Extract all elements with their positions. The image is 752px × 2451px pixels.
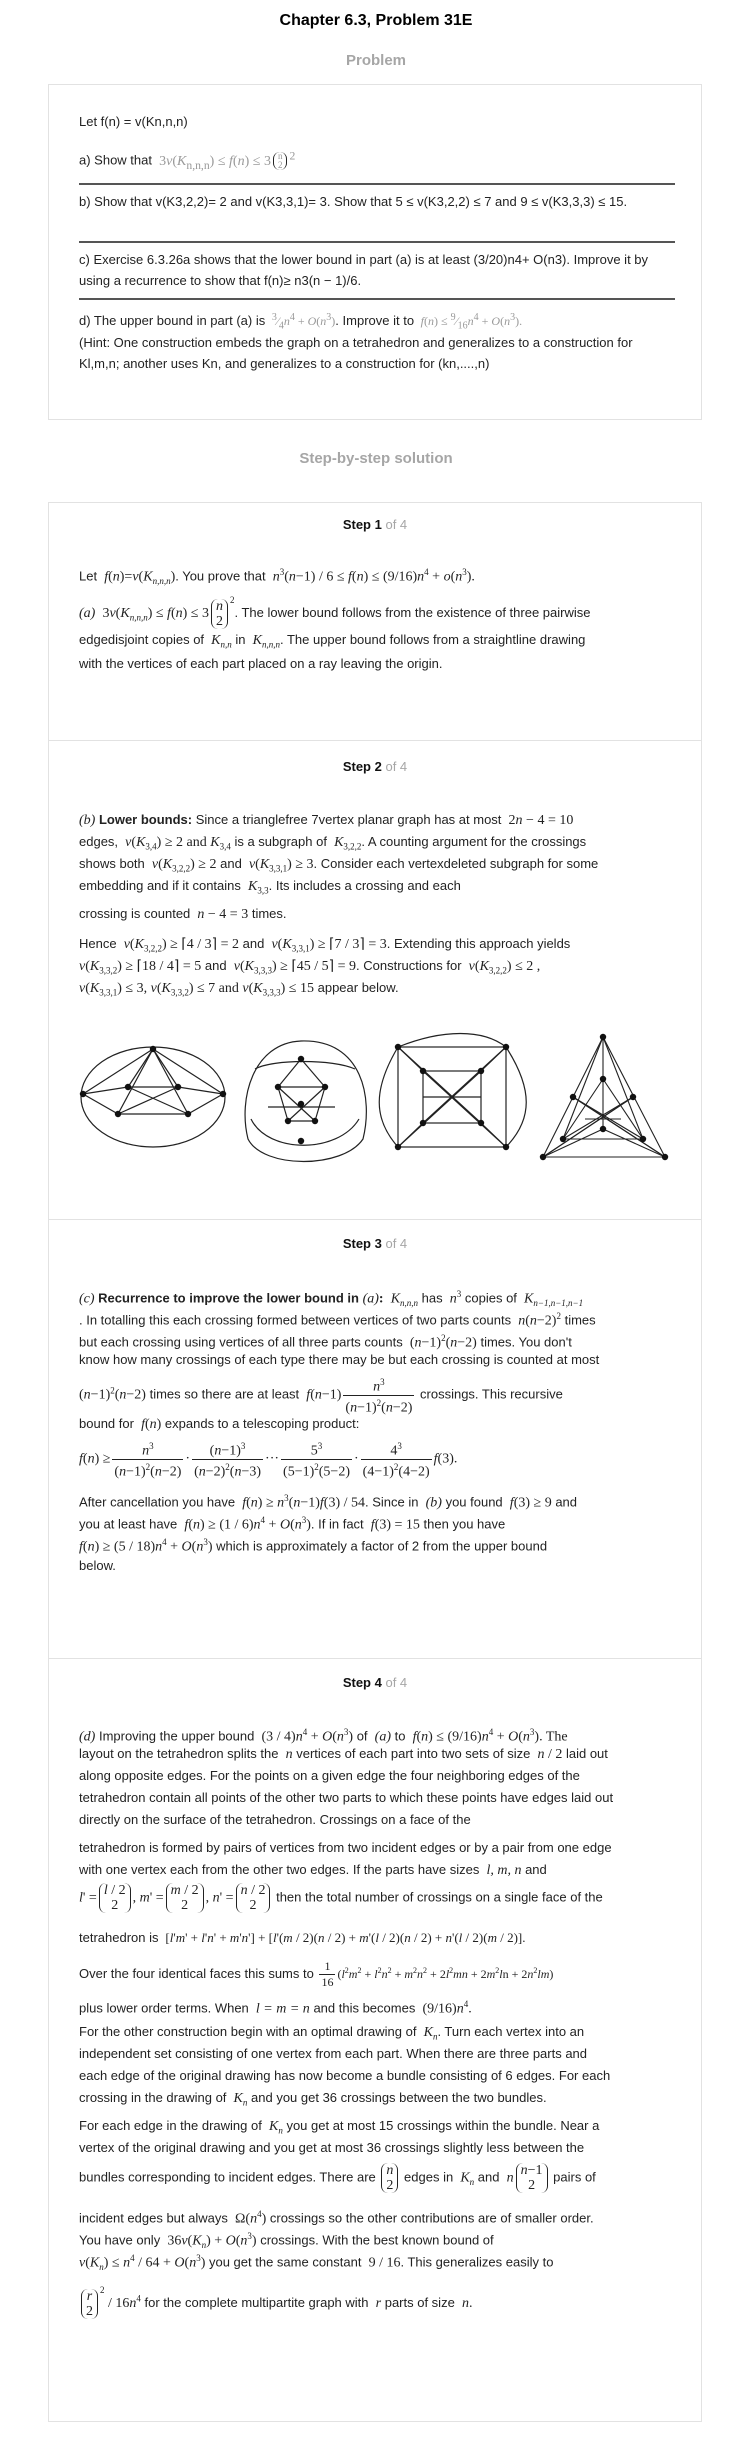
drawing-k331 bbox=[245, 1041, 366, 1162]
text: shows both bbox=[79, 856, 145, 871]
step-2-line: $v(K_{3,3,2})$ ≥ ⌈18 / 4⌉ = 5 and $v(K_{3,3,3})$ ≥ ⌈45 / 5⌉ = 9. Constructions for $v(K_{3,2,2}) \le 2$ , bbox=[79, 958, 541, 976]
text: times so there are at least bbox=[149, 1386, 300, 1402]
page-title: Chapter 6.3, Problem 31E bbox=[279, 12, 473, 29]
text: crossing is counted bbox=[79, 906, 191, 921]
step-3-line: (c) Recurrence to improve the lower bound in (a): $K_{n,n,n}$ has $n^3$ copies of $K_{n-1,n-1,n-1}$ bbox=[79, 1289, 584, 1308]
text: and this becomes bbox=[313, 2000, 416, 2016]
text: of bbox=[356, 1728, 368, 1744]
text: . In totalling this each crossing formed between vertices of two parts counts bbox=[79, 1312, 512, 1328]
problem-box bbox=[48, 84, 702, 420]
telescoping-product: f(n) ≥ $\frac{n^3}{(n-1)^2(n-2)}$ · $\frac{(n-1)^3}{(n-2)^2(n-3)}$ ··· $\frac{5^3}{(5-1)^2(5-2)}$ · $\frac{4^3}{(4-1)^2(4-2)}$ f(3). bbox=[79, 1441, 458, 1480]
text: plus lower order terms. When bbox=[79, 2000, 249, 2016]
graph-drawings bbox=[73, 1029, 677, 1169]
step-2-heading bbox=[49, 759, 701, 774]
step-3-line: below. bbox=[79, 1558, 116, 1573]
text: pairs of bbox=[553, 2169, 596, 2185]
text: is a subgraph of bbox=[234, 834, 327, 849]
step-2-line: Hence $v(K_{3,2,2})$ ≥ ⌈4 / 3⌉ = 2 and $v(K_{3,3,1})$ ≥ ⌈7 / 3⌉ = 3. Extending this approach yields bbox=[79, 936, 571, 954]
text: with one vertex each from the other two edges. If the parts have sizes bbox=[79, 1862, 480, 1877]
text: to bbox=[394, 1728, 406, 1744]
step-4-line: bundles corresponding to incident edges. There are n 2 edges in $K_n$ and n n−1 2 pairs of bbox=[79, 2163, 596, 2193]
drawing-k332 bbox=[379, 1034, 526, 1148]
text: and bbox=[477, 2169, 500, 2185]
step-1-line: Let $f(n)=v(K_{n,n,n})$. You prove that $n^3(n-1) / 6 \le f(n) \le (9/16)n^4 + o(n^3)$. bbox=[79, 567, 475, 586]
part-d-formula-2: $f(n) \le ^9⁄_{16}n^4 + O(n^3)$. bbox=[420, 312, 523, 332]
step-4-line: with one vertex each from the other two edges. If the parts have sizes l, m, n and bbox=[79, 1862, 547, 1878]
text: Improving the upper bound bbox=[98, 1728, 255, 1744]
step-label: Step 1 bbox=[342, 517, 382, 532]
text: edgedisjoint copies of bbox=[79, 632, 205, 647]
problem-part-a bbox=[79, 145, 675, 175]
step-of-total: of 4 bbox=[385, 1236, 408, 1251]
step-4-line: tetrahedron is [l'm' + l'n' + m'n'] + [l'(m / 2)(n / 2) + m'(l / 2)(n / 2) + n'(l / 2)(m / 2)]. bbox=[79, 1930, 526, 1945]
text: expands to a telescoping product: bbox=[164, 1416, 360, 1431]
text: then you have bbox=[423, 1516, 506, 1532]
text: layout on the tetrahedron splits the bbox=[79, 1746, 279, 1761]
text: bundles corresponding to incident edges. There are bbox=[79, 2169, 376, 2185]
text: you found bbox=[445, 1494, 503, 1510]
step-2-line: edges, $v(K_{3,4}) \ge 2$ and $K_{3,4}$ is a subgraph of $K_{3,2,2}$. A counting argument for the crossings bbox=[79, 834, 587, 852]
part-ref: (a) bbox=[362, 1291, 379, 1307]
text: times. bbox=[251, 906, 287, 921]
text: has bbox=[421, 1290, 443, 1306]
text: Hence bbox=[79, 936, 117, 951]
text: times bbox=[564, 1312, 596, 1328]
text: . Its includes a crossing and each bbox=[268, 878, 461, 893]
text: . Consider each vertexdeleted subgraph for some bbox=[313, 856, 599, 871]
part-a-formula: $3v(K_{n,n,n}) \le f(n) \le 3$ n 2 $^2$ bbox=[155, 149, 296, 172]
step-4-line: For the other construction begin with an optimal drawing of $K_n$. Turn each vertex into an bbox=[79, 2024, 585, 2042]
step-4-line: You have only $36v(K_n) + O(n^3)$ crossings. With the best known bound of bbox=[79, 2231, 494, 2250]
text: . The lower bound follows from the existence of three pairwise bbox=[234, 605, 591, 620]
text: . Constructions for bbox=[356, 958, 462, 973]
step-of-total: of 4 bbox=[385, 759, 408, 774]
step-2-line: embedding and if it contains $K_{3,3}$. Its includes a crossing and each bbox=[79, 878, 461, 896]
drawing-k331-vertices bbox=[275, 1056, 328, 1144]
step-3-line: you at least have $f(n) \ge (1 / 6)n^4 + O(n^3)$. If in fact f(3) = 15 then you have bbox=[79, 1515, 506, 1533]
text: crossing in the drawing of bbox=[79, 2090, 227, 2105]
text: for the complete multipartite graph with bbox=[144, 2295, 369, 2310]
part-d-formula-1: $^3⁄_4n^4 + O(n^3)$ bbox=[271, 312, 336, 332]
step-3-line: $f(n) \ge (5 / 18)n^4 + O(n^3)$ which is approximately a factor of 2 from the upper bound bbox=[79, 1537, 548, 1555]
text: crossings so the other contributions are of smaller order. bbox=[269, 2210, 594, 2226]
step-1-line: (a) $3v(K_{n,n,n}) \le f(n) \le 3$ n 2 $^2$. The lower bound follows from the existence of three pairwise bbox=[79, 595, 591, 629]
text: tetrahedron is bbox=[79, 1930, 159, 1945]
drawing-k333-vertices bbox=[540, 1034, 668, 1160]
step-4-line: incident edges but always $\Omega(n^4)$ crossings so the other contributions are of smaller order. bbox=[79, 2209, 594, 2227]
step-divider bbox=[49, 1219, 701, 1220]
step-4-line: each edge of the original drawing has now become a bundle consisting of 6 edges. For each bbox=[79, 2068, 611, 2083]
step-label: Step 2 bbox=[342, 759, 382, 774]
step-1-line: edgedisjoint copies of $K_{n,n}$ in $K_{n,n,n}$. The upper bound follows from a straightline drawing bbox=[79, 632, 586, 650]
step-3-heading bbox=[49, 1236, 701, 1251]
text: incident edges but always bbox=[79, 2210, 228, 2226]
math: f bbox=[100, 569, 109, 585]
step-divider bbox=[49, 740, 701, 741]
bold-title: Recurrence to improve the lower bound in bbox=[98, 1290, 359, 1306]
step-4-line: $v(K_n) \le n^4 / 64 + O(n^3)$ you get the same constant 9 / 16. This generalizes easily to bbox=[79, 2253, 554, 2272]
text: . If in fact bbox=[310, 1516, 364, 1532]
step-2-line: $v(K_{3,3,1}) \le 3$, $v(K_{3,3,2}) \le 7$ and $v(K_{3,3,3}) \le 15$ appear below. bbox=[79, 980, 399, 998]
text: parts of size bbox=[384, 2295, 455, 2310]
text: you get at most 15 crossings within the bundle. Near a bbox=[286, 2118, 600, 2133]
text: crossings. With the best known bound of bbox=[260, 2232, 494, 2248]
text: and bbox=[525, 1862, 547, 1877]
text: and you get 36 crossings between the two bundles. bbox=[251, 2090, 547, 2105]
text: You have only bbox=[79, 2232, 161, 2248]
text: crossings. This recursive bbox=[420, 1386, 563, 1402]
text: but each crossing using vertices of all three parts counts bbox=[79, 1334, 403, 1350]
step-4-line: l' = l / 2 2 , m' = m / 2 2 , n' = n / 2 2 then the total number of crossings on a single face of the bbox=[79, 1883, 603, 1913]
step-of-total: of 4 bbox=[385, 1675, 408, 1690]
text: For the other construction begin with an optimal drawing of bbox=[79, 2024, 417, 2039]
text: laid out bbox=[565, 1746, 608, 1761]
problem-heading: Problem bbox=[345, 52, 406, 69]
divider bbox=[79, 241, 675, 243]
step-1-line: with the vertices of each part placed on a ray leaving the origin. bbox=[79, 656, 443, 671]
text: and bbox=[555, 1494, 578, 1510]
problem-intro: Let f(n) = v(Kn,n,n) bbox=[79, 114, 188, 129]
text: . The upper bound follows from a straightline drawing bbox=[279, 632, 586, 647]
step-4-line: (d) Improving the upper bound $(3 / 4)n^4 + O(n^3)$ of (a) to $f(n) \le (9/16)n^4 + O(n^3)$. The bbox=[79, 1727, 568, 1745]
part-label: (c) bbox=[79, 1291, 95, 1307]
text: appear below. bbox=[317, 980, 399, 995]
part-d-label: d) The upper bound in part (a) is bbox=[79, 313, 266, 328]
text: you get the same constant bbox=[208, 2254, 362, 2270]
step-1-heading bbox=[49, 517, 701, 532]
step-2-line: crossing is counted n − 4 = 3 times. bbox=[79, 906, 287, 922]
text: . Extending this approach yields bbox=[386, 936, 571, 951]
step-4-line: tetrahedron is formed by pairs of vertices from two incident edges or by a pair from one edge bbox=[79, 1840, 612, 1855]
text: you at least have bbox=[79, 1516, 178, 1532]
text: Over the four identical faces this sums to bbox=[79, 1965, 314, 1981]
step-of-total: of 4 bbox=[385, 517, 408, 532]
step-4-line: independent set consisting of one vertex from each part. When there are three parts and bbox=[79, 2046, 588, 2061]
text: edges in bbox=[404, 2169, 454, 2185]
step-3-line: know how many crossings of each type there may be but each crossing is counted at most bbox=[79, 1352, 600, 1367]
text: . A counting argument for the crossings bbox=[361, 834, 587, 849]
text: edges, bbox=[79, 834, 119, 849]
text: After cancellation you have bbox=[79, 1494, 236, 1510]
divider bbox=[79, 298, 675, 300]
text: vertices of each part into two sets of size bbox=[296, 1746, 531, 1761]
text: bound for bbox=[79, 1416, 134, 1431]
step-label: Step 3 bbox=[342, 1236, 382, 1251]
step-4-line: r 2 $^2 / 16n^4$ for the complete multipartite graph with r parts of size n. bbox=[79, 2279, 673, 2319]
step-3-line: $(n-1)^2(n-2)$ times so there are at least f(n−1) $\frac{n^3}{(n-1)^2(n-2)}$ crossings. This recursive bbox=[79, 1377, 563, 1416]
step-4-line: Over the four identical faces this sums to $\frac{1}{16}$ $(l^2m^2 + l^2n^2 + m^2n^2 + 2l^2mn + 2m^2\ln + 2n^2lm)$ bbox=[79, 1959, 554, 1989]
step-4-line: plus lower order terms. When l = m = n and this becomes $(9/16)n^4$. bbox=[79, 1999, 472, 2017]
text: . You prove that bbox=[175, 568, 266, 584]
drawing-k322 bbox=[81, 1047, 225, 1147]
problem-hint: (Hint: One construction embeds the graph on a tetrahedron and generalizes to a construction for Kl,m,n; another uses Kn, and generalizes to a construction for (kn,....,n) bbox=[79, 335, 633, 371]
step-4-heading bbox=[49, 1675, 701, 1690]
text: embedding and if it contains bbox=[79, 878, 241, 893]
solution-box bbox=[48, 502, 702, 2422]
text: Let bbox=[79, 568, 98, 584]
text: in bbox=[235, 632, 246, 647]
step-4-line: crossing in the drawing of $K_n$ and you get 36 crossings between the two bundles. bbox=[79, 2090, 547, 2108]
text: . This generalizes easily to bbox=[400, 2254, 554, 2270]
step-4-line: For each edge in the drawing of $K_n$ you get at most 15 crossings within the bundle. Near a bbox=[79, 2118, 600, 2136]
bold-title: Lower bounds: bbox=[98, 812, 193, 827]
step-2-line: shows both $v(K_{3,2,2}) \ge 2$ and $v(K_{3,3,1}) \ge 3$. Consider each vertexdeleted subgraph for some bbox=[79, 856, 599, 874]
step-4-line: layout on the tetrahedron splits the n vertices of each part into two sets of size n / 2 laid out bbox=[79, 1746, 608, 1762]
step-4-line: directly on the surface of the tetrahedron. Crossings on a face of the bbox=[79, 1812, 471, 1827]
divider bbox=[79, 183, 675, 185]
step-2-line: (b) Lower bounds: Since a trianglefree 7vertex planar graph has at most 2n − 4 = 10 bbox=[79, 812, 574, 828]
text: times. You don't bbox=[480, 1334, 572, 1350]
step-3-line: bound for f(n) expands to a telescoping product: bbox=[79, 1416, 360, 1432]
text: and bbox=[242, 936, 265, 951]
text: Since a trianglefree 7vertex planar graph has at most bbox=[195, 812, 502, 827]
text: copies of bbox=[464, 1290, 517, 1306]
step-3-line: but each crossing using vertices of all three parts counts $(n-1)^2(n-2)$ times. You don't bbox=[79, 1333, 572, 1351]
part-a-label: a) Show that bbox=[79, 152, 152, 168]
text: . Since in bbox=[365, 1494, 419, 1510]
text: and bbox=[220, 856, 242, 871]
solution-heading: Step-by-step solution bbox=[299, 450, 453, 467]
part-label: (a) bbox=[79, 606, 96, 621]
step-3-line: . In totalling this each crossing formed between vertices of two parts counts $n(n-2)^2$ times bbox=[79, 1311, 596, 1329]
step-4-line: vertex of the original drawing and you get at most 36 crossings slightly less between the bbox=[79, 2140, 585, 2155]
step-label: Step 4 bbox=[342, 1675, 382, 1690]
text: then the total number of crossings on a single face of the bbox=[276, 1889, 603, 1905]
problem-part-b: b) Show that v(K3,2,2)= 2 and v(K3,3,1)= 3. Show that 5 ≤ v(K3,2,2) ≤ 7 and 9 ≤ v(K3,3,3) ≤ 15. bbox=[79, 194, 628, 209]
problem-part-c: c) Exercise 6.3.26a shows that the lower bound in part (a) is at least (3/20)n4+ O(n3). Improve it by using a recurrence to show that f(n)≥ n3(n − 1)/6. bbox=[79, 252, 649, 288]
text: For each edge in the drawing of bbox=[79, 2118, 262, 2133]
part-label: (d) bbox=[79, 1729, 96, 1745]
text: and bbox=[204, 958, 227, 973]
step-3-line: After cancellation you have $f(n) \ge n^3(n-1)f(3) / 54$. Since in (b) you found f(3) ≥ 9 and bbox=[79, 1493, 578, 1511]
text: . Turn each vertex into an bbox=[437, 2024, 585, 2039]
step-4-line: tetrahedron contain all points of the other two parts to which these points have edges laid out bbox=[79, 1790, 614, 1805]
text: which is approximately a factor of 2 from the upper bound bbox=[216, 1538, 548, 1554]
part-d-mid: . Improve it to bbox=[335, 313, 415, 328]
step-divider bbox=[49, 1658, 701, 1659]
step-4-line: along opposite edges. For the points on a given edge the four neighboring edges of the bbox=[79, 1768, 580, 1783]
part-label: (b) bbox=[79, 813, 96, 828]
